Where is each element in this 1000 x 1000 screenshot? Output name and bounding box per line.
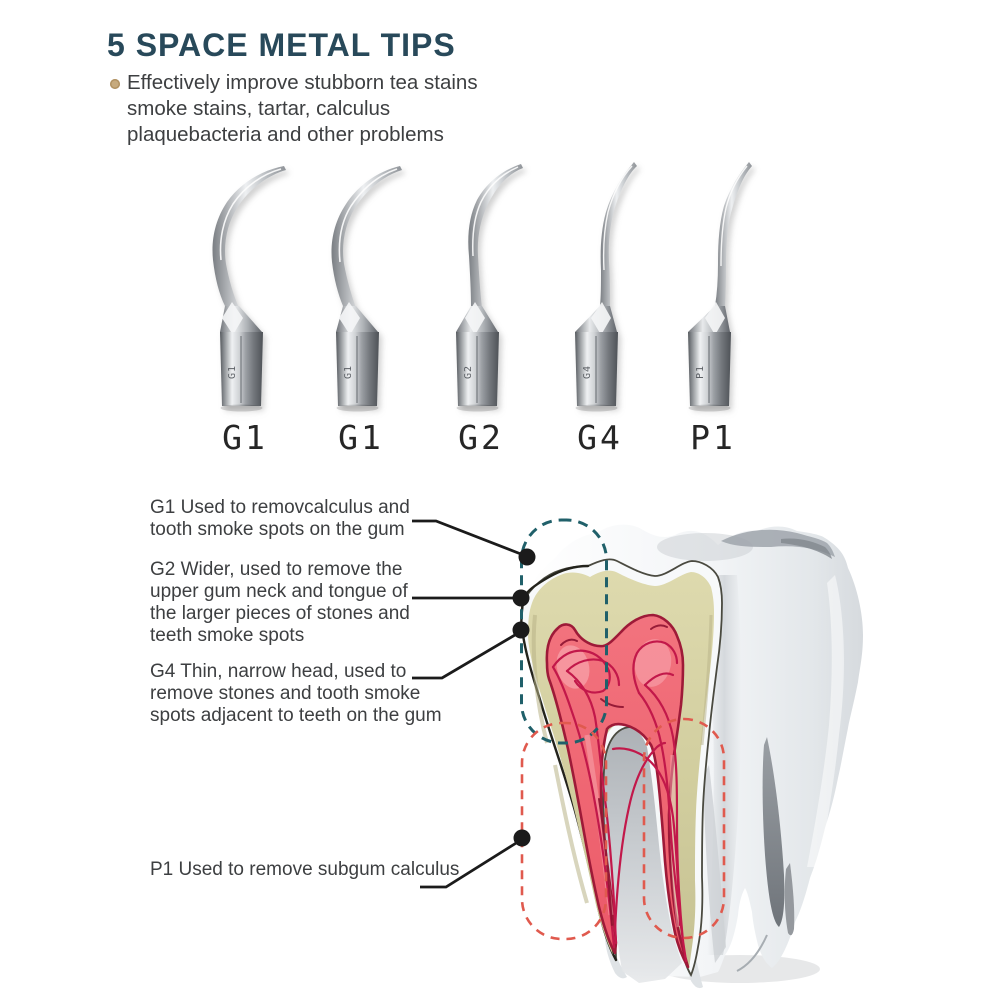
annotation-line: teeth smoke spots — [150, 625, 305, 646]
annotation-line: P1 Used to remove subgum calculus — [150, 859, 460, 880]
page-title: 5 SPACE METAL TIPS — [107, 27, 456, 63]
scaler-tip-g2 — [441, 160, 536, 418]
tip-engraving: G4 — [582, 364, 593, 380]
intro-line: smoke stains, tartar, calculus — [127, 97, 391, 120]
scaler-tip-g4 — [560, 160, 655, 418]
tip-label-g2: G2 — [458, 418, 504, 457]
tip-engraving: G1 — [227, 364, 238, 380]
intro-line: plaquebacteria and other problems — [127, 123, 444, 146]
scaler-tip-g1-a — [205, 160, 300, 418]
tip-engraving: G2 — [463, 364, 474, 380]
tooth-diagram — [505, 495, 995, 1000]
intro-bullet-item — [106, 70, 478, 148]
tip-label-g1-b: G1 — [338, 418, 384, 457]
annotation-line: tooth smoke spots on the gum — [150, 519, 405, 540]
annotation-g4 — [150, 661, 442, 727]
annotation-line: spots adjacent to teeth on the gum — [150, 705, 442, 726]
annotation-line: remove stones and tooth smoke — [150, 683, 421, 704]
scaler-tip-p1 — [673, 160, 768, 418]
annotation-g1 — [150, 497, 410, 541]
annotation-line: G1 Used to removcalculus and — [150, 497, 410, 518]
tip-engraving: G1 — [343, 364, 354, 380]
bullet-dot-icon — [110, 79, 120, 89]
annotation-line: G4 Thin, narrow head, used to — [150, 661, 407, 682]
annotation-p1 — [150, 859, 459, 881]
scaler-tip-g1-b — [321, 160, 416, 418]
tip-label-g1-a: G1 — [222, 418, 268, 457]
annotation-line: the larger pieces of stones and — [150, 603, 410, 624]
annotation-line: G2 Wider, used to remove the — [150, 559, 403, 580]
tip-label-g4: G4 — [577, 418, 623, 457]
annotation-line: upper gum neck and tongue of — [150, 581, 408, 602]
tip-engraving: P1 — [695, 364, 706, 380]
tip-label-p1: P1 — [690, 418, 736, 457]
intro-line: Effectively improve stubborn tea stains — [127, 71, 478, 94]
annotation-g2 — [150, 559, 410, 647]
